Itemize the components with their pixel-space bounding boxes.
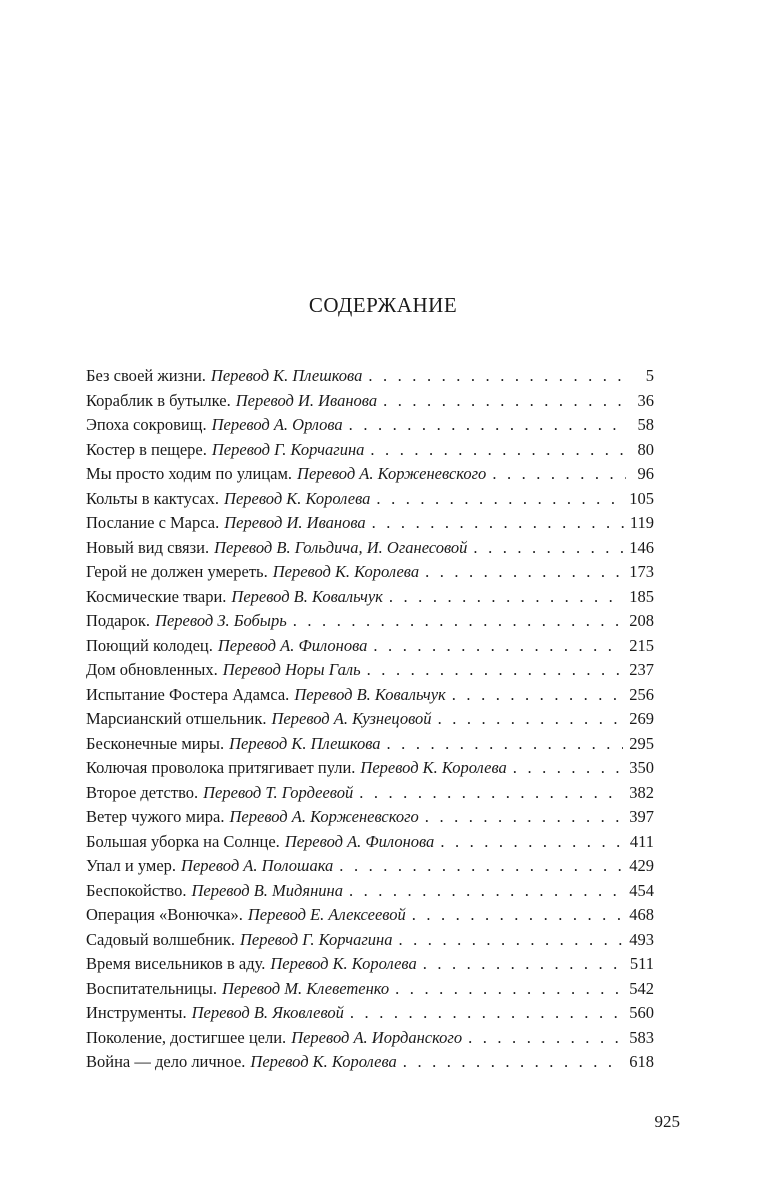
- translator-credit: Перевод Е. Алексеевой: [247, 905, 406, 924]
- page-ref: 583: [629, 1027, 654, 1047]
- story-title: Герой не должен умереть.: [86, 562, 268, 581]
- page-ref: 560: [629, 1003, 654, 1022]
- story-title: Инструменты.: [86, 1003, 187, 1022]
- dot-leader: [359, 783, 623, 803]
- story-title: Воспитательницы.: [86, 978, 217, 998]
- dot-leader: [367, 660, 624, 680]
- page-title: СОДЕРЖАНИЕ: [308, 293, 458, 317]
- translator-credit: Перевод А. Корженевского: [229, 807, 419, 826]
- page-ref: 173: [629, 562, 654, 581]
- translator-credit: Перевод В. Ковальчук: [294, 684, 446, 704]
- translator-credit: Перевод Г. Корчагина: [239, 929, 393, 949]
- page-ref: 269: [629, 709, 654, 728]
- toc-entry[interactable]: [86, 905, 654, 930]
- page-ref: 493: [629, 929, 654, 949]
- translator-credit: Перевод К. Плешкова: [210, 366, 363, 385]
- dot-leader: [370, 440, 626, 460]
- translator-credit: Перевод А. Орлова: [211, 415, 343, 434]
- dot-leader: [412, 905, 624, 925]
- dot-leader: [425, 562, 623, 582]
- story-title: Эпоха сокровищ.: [86, 415, 207, 434]
- dot-leader: [423, 954, 624, 974]
- toc-entry[interactable]: [86, 391, 654, 416]
- page-ref: 185: [629, 586, 654, 606]
- dot-leader: [349, 415, 626, 435]
- toc-entry[interactable]: [86, 415, 654, 440]
- story-title: Поющий колодец.: [86, 635, 213, 655]
- page-ref: 5: [645, 366, 654, 385]
- page-ref: 618: [629, 1052, 654, 1071]
- translator-credit: Перевод К. Королева: [270, 954, 417, 973]
- translator-credit: Перевод З. Бобырь: [155, 611, 287, 630]
- dot-leader: [468, 1028, 623, 1048]
- toc-entry[interactable]: [86, 930, 654, 955]
- dot-leader: [395, 979, 623, 999]
- dot-leader: [492, 464, 626, 484]
- dot-leader: [389, 587, 623, 607]
- story-title: Мы просто ходим по улицам.: [86, 464, 293, 483]
- dot-leader: [387, 734, 624, 754]
- page-ref: 146: [629, 537, 654, 557]
- toc-entry[interactable]: [86, 832, 654, 857]
- toc-entry[interactable]: [86, 562, 654, 587]
- toc-entry[interactable]: [86, 660, 654, 685]
- page-ref: 411: [629, 831, 654, 851]
- story-title: Подарок.: [86, 611, 151, 630]
- dot-leader: [376, 489, 623, 509]
- translator-credit: Перевод В. Ковальчук: [231, 586, 383, 606]
- translator-credit: Перевод А. Филонова: [217, 635, 368, 655]
- toc-entry[interactable]: [86, 636, 654, 661]
- translator-credit: Перевод К. Плешкова: [229, 733, 381, 753]
- dot-leader: [349, 881, 623, 901]
- page-ref: 454: [629, 880, 654, 900]
- translator-credit: Перевод А. Иорданского: [291, 1027, 463, 1047]
- page-ref: 105: [629, 488, 654, 508]
- translator-credit: Перевод В. Мидянина: [191, 880, 343, 900]
- page-ref: 542: [629, 978, 654, 998]
- toc-entry[interactable]: [86, 1028, 654, 1053]
- story-title: Без своей жизни.: [86, 366, 206, 385]
- translator-credit: Перевод И. Иванова: [235, 390, 378, 410]
- page-ref: 119: [629, 513, 654, 532]
- dot-leader: [473, 538, 623, 558]
- page-ref: 397: [629, 807, 654, 826]
- story-title: Упал и умер.: [86, 856, 177, 875]
- toc-entry[interactable]: [86, 611, 654, 636]
- toc-entry[interactable]: [86, 954, 654, 979]
- translator-credit: Перевод Г. Корчагина: [211, 439, 365, 459]
- translator-credit: Перевод А. Кузнецовой: [271, 709, 432, 728]
- dot-leader: [383, 391, 626, 411]
- toc-entry[interactable]: [86, 734, 654, 759]
- story-title: Беспокойство.: [86, 880, 187, 900]
- toc-entry[interactable]: [86, 489, 654, 514]
- page-ref: 96: [637, 464, 654, 483]
- story-title: Большая уборка на Солнце.: [86, 831, 280, 851]
- story-title: Космические твари.: [86, 586, 227, 606]
- story-title: Поколение, достигшее цели.: [86, 1027, 287, 1047]
- dot-leader: [438, 709, 624, 729]
- toc-entry[interactable]: [86, 1003, 654, 1028]
- story-title: Испытание Фостера Адамса.: [86, 684, 290, 704]
- dot-leader: [440, 832, 624, 852]
- translator-credit: Перевод К. Королева: [360, 758, 507, 777]
- page-ref: 429: [629, 856, 654, 875]
- toc-entry[interactable]: [86, 538, 654, 563]
- page-number: 925: [654, 1112, 680, 1131]
- toc-entry[interactable]: [86, 440, 654, 465]
- story-title: Второе детство.: [86, 782, 199, 802]
- translator-credit: Перевод А. Корженевского: [297, 464, 487, 483]
- dot-leader: [373, 636, 623, 656]
- story-title: Садовый волшебник.: [86, 929, 235, 949]
- translator-credit: Перевод К. Королева: [272, 562, 420, 581]
- toc-entry[interactable]: [86, 464, 654, 489]
- page-ref: 208: [629, 611, 654, 630]
- page-ref: 256: [629, 684, 654, 704]
- toc-entry[interactable]: [86, 807, 654, 832]
- story-title: Ветер чужого мира.: [86, 807, 225, 826]
- toc-entry[interactable]: [86, 758, 654, 783]
- page-ref: 58: [637, 415, 654, 434]
- page-ref: 511: [629, 954, 654, 973]
- dot-leader: [372, 513, 624, 533]
- dot-leader: [452, 685, 623, 705]
- page-ref: 36: [637, 390, 654, 410]
- story-title: Марсианский отшельник.: [86, 709, 267, 728]
- toc-entry[interactable]: [86, 709, 654, 734]
- page-ref: 350: [629, 758, 654, 777]
- page-ref: 215: [629, 635, 654, 655]
- toc-entry[interactable]: [86, 685, 654, 710]
- page-ref: 80: [637, 439, 654, 459]
- story-title: Кораблик в бутылке.: [86, 390, 231, 410]
- toc-entry[interactable]: [86, 1052, 654, 1077]
- page-ref: 295: [629, 733, 654, 753]
- story-title: Послание с Марса.: [86, 513, 220, 532]
- translator-credit: Перевод В. Яковлевой: [191, 1003, 344, 1022]
- story-title: Кольты в кактусах.: [86, 488, 220, 508]
- dot-leader: [399, 930, 624, 950]
- story-title: Время висельников в аду.: [86, 954, 266, 973]
- translator-credit: Перевод А. Филонова: [284, 831, 435, 851]
- story-title: Колючая проволока притягивает пули.: [86, 758, 356, 777]
- dot-leader: [513, 758, 623, 778]
- story-title: Бесконечные миры.: [86, 733, 225, 753]
- story-title: Дом обновленных.: [86, 660, 218, 679]
- dot-leader: [425, 807, 623, 827]
- translator-credit: Перевод И. Иванова: [224, 513, 366, 532]
- toc-entry[interactable]: [86, 979, 654, 1004]
- toc-entry[interactable]: [86, 783, 654, 808]
- story-title: Операция «Вонючка».: [86, 905, 243, 924]
- dot-leader: [403, 1052, 623, 1072]
- table-of-contents: [86, 366, 654, 1077]
- toc-entry[interactable]: [86, 587, 654, 612]
- toc-entry[interactable]: [86, 513, 654, 538]
- story-title: Война — дело личное.: [86, 1052, 246, 1071]
- dot-leader: [368, 366, 626, 386]
- translator-credit: Перевод А. Полошака: [181, 856, 334, 875]
- translator-credit: Перевод К. Королева: [250, 1052, 397, 1071]
- dot-leader: [293, 611, 624, 631]
- story-title: Костер в пещере.: [86, 439, 207, 459]
- translator-credit: Перевод М. Клеветенко: [221, 978, 390, 998]
- page-ref: 382: [629, 782, 654, 802]
- toc-entry[interactable]: [86, 881, 654, 906]
- toc-entry[interactable]: [86, 366, 654, 391]
- page-ref: 237: [629, 660, 654, 679]
- toc-entry[interactable]: [86, 856, 654, 881]
- dot-leader: [339, 856, 623, 876]
- translator-credit: Перевод Т. Гордеевой: [203, 782, 354, 802]
- dot-leader: [350, 1003, 623, 1023]
- translator-credit: Перевод В. Гольдича, И. Оганесовой: [214, 537, 468, 557]
- translator-credit: Перевод К. Королева: [224, 488, 371, 508]
- page-ref: 468: [629, 905, 654, 924]
- translator-credit: Перевод Норы Галь: [222, 660, 361, 679]
- story-title: Новый вид связи.: [86, 537, 210, 557]
